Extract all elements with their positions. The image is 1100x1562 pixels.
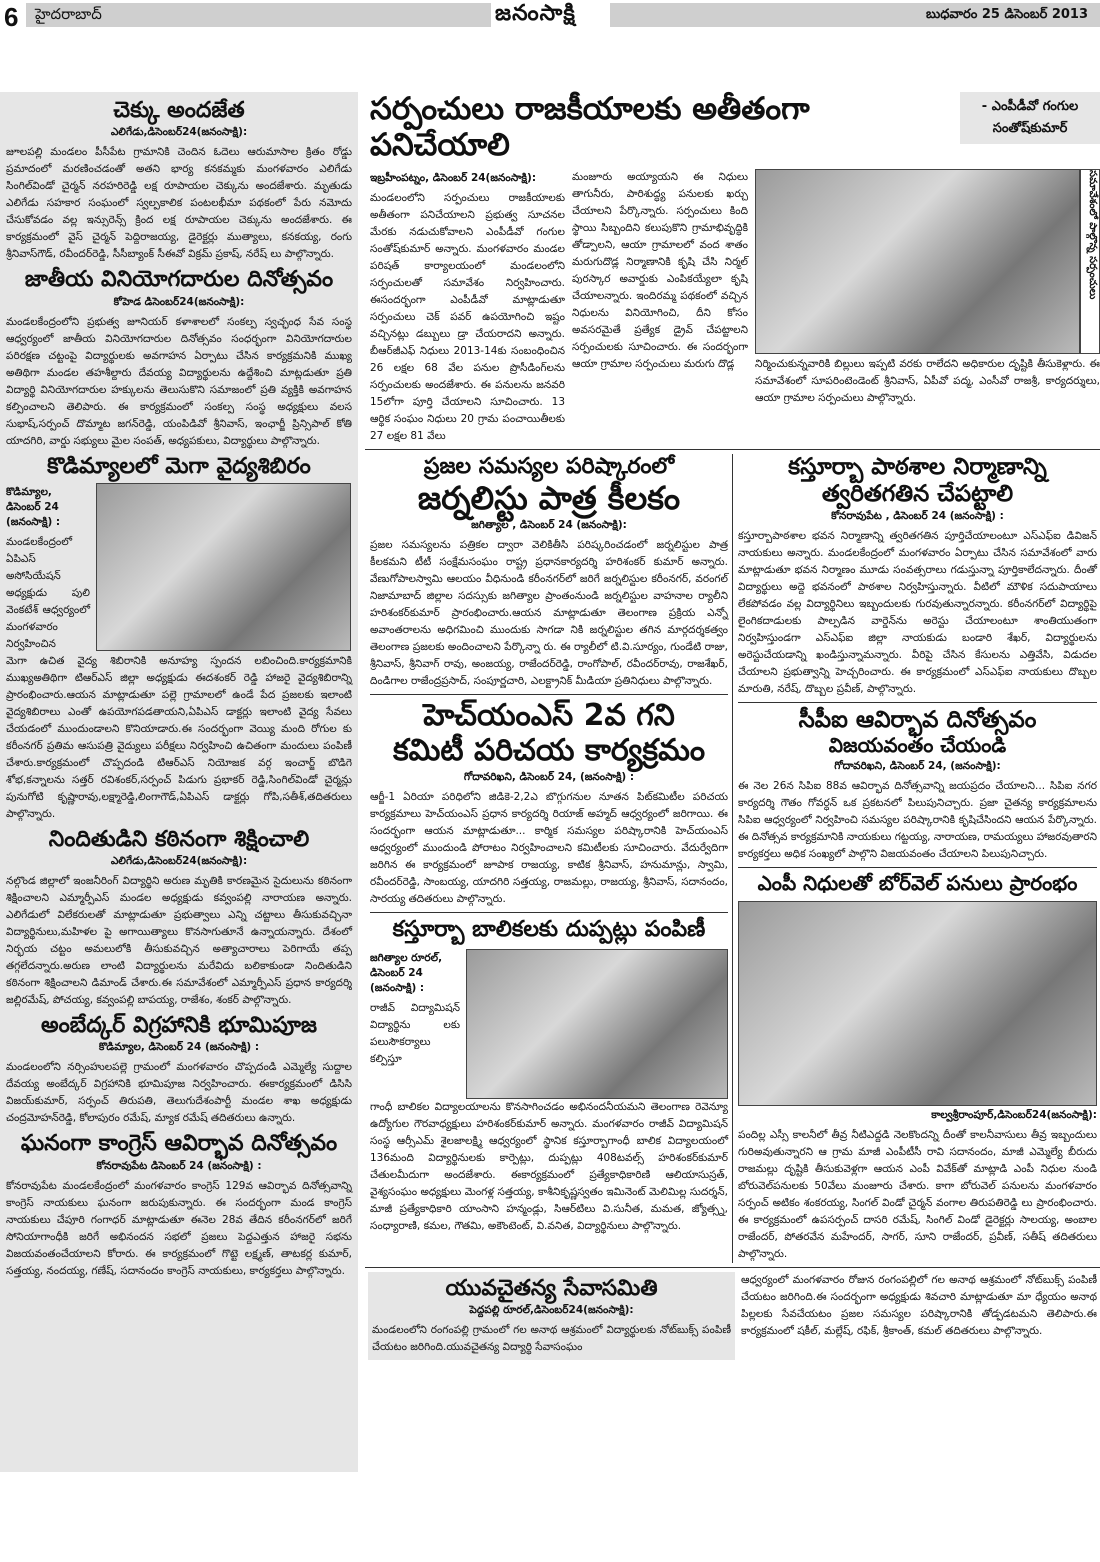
dateline: కోనరావుపేట , డిసెంబర్ 24 (జనంసాక్షి) :: [831, 510, 1004, 523]
dateline: ఇబ్రహీంపట్నం, డిసెంబర్ 24(జనంసాక్షి):: [370, 172, 537, 185]
headline: చెక్కు అందజేత: [113, 98, 245, 123]
headline-line2: విజయవంతం చేయండి: [828, 732, 1007, 757]
article-body-side: రాజీవ్ విద్యామిషన్ విద్యార్థిను లకు పలుసౌకర్యాలు కల్పిస్తూ: [370, 1001, 460, 1065]
masthead-logo: జనంసాక్షి: [495, 1, 576, 26]
article-punish-accused: [6, 827, 352, 1009]
dateline: కోహెడ డిసెంబర్24(జనంసాక్షి):: [113, 295, 245, 308]
dateline: కోనరావుపేట డిసెంబర్ 24 (జనంసాక్షి) :: [96, 1159, 262, 1172]
article-body: గాంధీ బాలికల విద్యాలయాలను కొనసాగించడం అభినందనీయమని తెలంగాణ రెవెన్యూ ఉద్యోగుల గౌరవాధ్యక్షులు హరిశంకర్‌కుమార్ అన్నారు. మంగళవారం రాజీవ్ విద్యామిషన్ సంస్థ ఆర్సీఎమ్ శైలజాలక్ష్మి ఆధ్వర్యంలో స్థానిక కస్తూర్బాగాంధీ బాలిక విద్యాలయంలో 136మంది విద్యార్థినులకు కార్పెట్లు, దుప్పట్లు 408టవల్స్ హరిశంకర్‌కుమార్ చేతులమీదుగా అందజేశారు. ఈకార్యక్రమంలో ప్రత్యేకాధికారిణి ఆలియాసుస్రత్, వైశ్యసంఘం అధ్యక్షులు మెంగళ్ల సత్తయ్య, కాశీనికృష్ణస్వతం ఇమినెంట్ మెలిమిల్ల సుదర్శన్, మాజీ ప్రత్యేకాధికారి యాంసాని హన్మండ్లు, సిఆర్‌టిలు వి.సునీత, మమత, జ్యోత్స్న, సంధ్యారాణి, కమల, గౌతమి, అకౌంటెంట్, వి.వనిత, విద్యార్థినులు పాల్గొన్నారు.: [370, 1100, 728, 1232]
headline: జర్నలిస్టు పాత్ర కీలకం: [417, 478, 681, 517]
lead-photo: [755, 169, 1080, 354]
lead-col-3: నిర్మించుకున్నవారికి బిల్లులు ఇప్పటి వరకు రాలేదని అధికారుల దృష్టికి తీసుకెళ్లారు. ఈ సమావేశంలో సూపరింటెండెంట్ శ్రీనివాస్, ఏపీవో పద్మ, ఎంసీవో రాజశ్రీ, కార్యదర్శులు, ఆయా గ్రామాల సర్పంచులు పాల్గొన్నారు.: [755, 358, 1100, 405]
article-body-continued: ఆధ్వర్యంలో మంగళవారం రోజున రంగంపల్లిలో గల అనాథ ఆశ్రమంలో నోట్‌బుక్స్ పంపిణీ చేయటం జరిగింది.ఈ సందర్భంగా అధ్యక్షుడు శివచారి మాట్లాడుతూ మా ధ్యేయం అనాథ పిల్లలకు సేవచేయటం ప్రజల సమస్యల పరిష్కారానికి తోడ్పడటమని తెలిపారు.ఈ కార్యక్రమంలో షకీల్, మల్లేష్, రఫిక్, శ్రీకాంత్, కమల్ తదితరులు పాల్గొన్నారు.: [741, 1273, 1097, 1337]
headline-line2: కమిటీ పరిచయ కార్యక్రమం: [392, 732, 706, 768]
lead-col-3-block: [755, 169, 1100, 445]
article-body: ఈ నెల 26న సిపిఐ 88వ ఆవిర్భావ దినోత్సవాన్ని జయప్రదం చేయాలని... సిపిఐ నగర కార్యదర్శి గౌతం గోవర్ధన్ ఒక ప్రకటనలో పిలుపునిచ్చారు. ప్రజా చైతన్య కార్యక్రమాలను సిపిఐ ఆధ్వర్యంలో నిర్వహించి సమస్యల పరిష్కారానికి కృషిచేసిందని ఆయన పేర్కొన్నారు. ఈ దినోత్సవ కార్యక్రమానికి నాయకులు గట్టయ్య, నారాయణ, రామయ్యలు హాజరవుతారని కార్యకర్తలు అధిక సంఖ్యలో పాల్గొని విజయవంతం చేయాలని పిలుపునిచ్చారు.: [738, 779, 1097, 860]
article-body: నల్గొండ జిల్లాలో ఇంజనీరింగ్ విద్యార్థిని అరుణ మృతికి కారణమైన సైదులును కఠినంగా శిక్షించాలని ఎమ్మార్పీఎస్ మండల అధ్యక్షుడు కవ్వంపల్లి నారాయణ అన్నారు. ఎలిగేడులో విలేకరులతో మాట్లాడుతూ ప్రభుత్వాలు ఎన్ని చట్టాలు తీసుకువచ్చినా విద్యార్థినులు,మహిళల పై అగాయిత్యాలు కొనసాగుతూనే ఉన్నాయన్నారు. దేశంలో నిర్భయ చట్టం అమలులోకి తీసుకువచ్చిన అత్యాచారాలు పెరిగాయే తప్ప తగ్గలేదన్నారు.అరుణ లాంటి విద్యార్థులను మరేవిదు బలికాకుండా నిందితుడిని కఠినంగా శిక్షించాలని డిమాండ్ చేశారు.ఈ సమావేశంలో ఎమ్మార్పీఎస్ ప్రధాన కార్యదర్శి జల్లిరమేష్, పోచయ్య, కవ్వంపల్లి బాపయ్య, రాజేశం, శంకర్ పాల్గొన్నారు.: [6, 875, 352, 1007]
section-city: హైదరాబాద్: [35, 5, 102, 23]
article-body: మండలంలోని సర్పంచులు రాజకీయాలకు అతీతంగా పనిచేయాలని ప్రభుత్వ సూచనల మేరకు నడుచుకోవాలని ఎంపీడీవో గంగుల సంతోష్‌కుమార్ అన్నారు. మంగళవారం మండల పరిషత్ కార్యాలయంలో మండలంలోని సర్పంచులతో సమావేశం నిర్వహించారు. ఈసందర్భంగా ఎంపీడీవో మాట్లాడుతూ సర్పంచులు చెక్ పవర్ ఉపయోగించి ఇష్టం వచ్చినట్లు డబ్బులు డ్రా చేయరాదని అన్నారు. బీఆర్‌జీఎఫ్ నిధులు 2013-14కు సంబంధించిన 26 లక్షల 68 వేల పనుల ప్రొసీడింగ్‌లను సర్పంచులకు అందజేశారు. ఈ పనులను జనవరి 15లోగా పూర్తి చేయాలని సూచించారు. 13 ఆర్థిక సంఘం నిధులు 20 గ్రామ పంచాయితీలకు 27 లక్షల 81 వేలు: [370, 192, 565, 443]
page-header: [0, 0, 1100, 30]
lead-byline-box: [960, 92, 1100, 144]
left-column: [0, 92, 358, 1472]
headline: సీపీఐ ఆవిర్భావ దినోత్సవం: [798, 707, 1037, 734]
medical-camp-photo: [96, 483, 351, 651]
article-body: మండలంలోని రంగంపల్లి గ్రామంలో గల అనాథ ఆశ్రమంలో విద్యార్థులకు నోట్‌బుక్స్ పంపిణీ చేయటం జరిగింది.యువచైతన్య విద్యార్థి సేవాసంఘం: [372, 1323, 731, 1353]
divider: [365, 1267, 1100, 1268]
dateline: కాల్వశ్రీరాంపూర్,డిసెంబర్24(జనంసాక్షి):: [931, 1108, 1097, 1121]
article-body: జూలపల్లి మండలం పీసీపేట గ్రామానికి చెందిన ఓదెలు ఆరుమాసాల క్రితం రోడ్డు ప్రమాదంలో మరణించడంతో అతని భార్య కనకమ్మకు మంగళవారం ఎలిగేడు సింగిల్‌విండో చైర్మన్ నరహరిరెడ్డి లక్ష రూపాయల చెక్కును అందజేశారు. మృతుడు ఎలిగేడు సహకార సంఘంలో స్వల్పకాలిక పంటలభీమా పథకంలో పేరు నమోదు చేసుకోవడం వల్ల ఇన్సురెన్స్ క్రింద లక్ష రూపాయల చెక్కును అందజేశారు. ఈ కార్యక్రమంలో వైస్ చైర్మన్ పెద్దిరాజయ్య, డైరెక్టర్లు ముత్యాలు, కనకయ్య, రంగు శ్రీనివాస్‌గౌడ్, రవీందర్‌రెడ్డి, సీసీబ్యాంక్ సీఈవో విక్రమ్ ప్రకాష్, నరేష్ లు పాల్గొన్నారు.: [6, 146, 352, 261]
article-body: ప్రజల సమస్యలను పత్రికల ద్వారా వెలికితీసి పరిష్కరించడంలో జర్నలిస్టుల పాత్ర కీలకమని టీటీ సంక్షేమసంఘం రాష్ట్ర ప్రధానకార్యదర్శి హరిశంకర్ కుమార్ అన్నారు. వేణుగోపాలస్వామి ఆలయం వీధినుండి కరీంనగర్‌లో జరిగే జర్నలిస్టుల కరీంనగర్, వరంగల్ నిజామాబాద్ జిల్లాల సదస్సుకు జగిత్యాల ప్రాంతంనుండి జర్నలిస్టుల వాహనాల ర్యాలీని హరిశంకర్‌కుమార్ ప్రారంభించారు.ఆయన మాట్లాడుతూ తెలంగాణ ప్రక్రియ ఎన్నో అవాంతరాలను అధిగమించి ముందుకు సాగడా నికి జర్నలిస్టుల తగిన మార్గదర్శకత్వం తెలంగాణ ప్రజలకు అందించాలని పేర్కొన్నా రు. ఈ ర్యాలీలో టి.వి.సూర్యం, గుండేటి రాజు, శ్రీనివాస్, శ్రీనివాగ్ రావు, అంజయ్య, రాజేందర్‌రెడ్డి, రాంగోపాల్, రవీందర్‌రావు, రాజశేఖర్, దిండిగాల రాజేంద్రప్రసాద్, సంపూర్ణచారి, ఎలక్ట్రానిక్ మీడియా ప్రతినిధులు పాల్గొన్నారు.: [370, 539, 728, 688]
article-body-side: మండలకేంద్రంలో ఏపిఎస్ అసోసియేషన్ అధ్యక్షుడు పులి వెంకటేశ్ ఆధ్వర్యంలో మంగళవారం నిర్వహించిన: [6, 535, 90, 650]
article-body: మండలంలోని నర్సింహులపల్లె గ్రామంలో మంగళవారం చొప్పదండి ఎమ్మెల్యే సుద్దాల దేవయ్య అంబేద్కర్ విగ్రహానికి భూమిపూజ నిర్వహించారు. ఈకార్యక్రమంలో డిసిసి విజయ్‌కుమార్, సర్పంచ్ తిరుపతి, తెలుగుదేశంపార్టీ మండల శాఖ అధ్యక్షుడు చంద్రమోహన్‌రెడ్డి, కోలాపురం రమేష్, మ్యాక రమేష్ తదితరులు ఉన్నారు.: [6, 1061, 352, 1125]
byline-name: సంతోష్‌కుమార్: [992, 121, 1068, 136]
article-congress-day: [6, 1131, 352, 1279]
byline: - ఎంపీడీవో గంగుల: [981, 99, 1079, 114]
article-body: మెగా ఉచిత వైద్య శిబిరానికి అనూహ్య స్పందన లబించింది.కార్యక్రమానికి ముఖ్యఅతిథిగా టిఆర్ఎస్ జిల్లా అధ్యక్షుడు ఈదశంకర్ రెడ్డి హాజరై వైద్యశిబిరాన్ని ప్రారంభించారు.ఆయన మాట్లాడుతూ పల్లె గ్రామాలలో ఉండే పేద ప్రజలకు ఇలాంటి వైద్యశిబిరాలు ఎంతో ఉపయోగపడతాయని,ఏపిఎస్ డాక్టర్లు ఇలాంటి వైద్య సేవలు చేయడంలో ముందుండాలని కొనియాడారు.ఈ సందర్భంగా వెయ్యి మంది రోగుల కు కరీంనగర్ ప్రతిమ ఆసుపత్రి వైద్యులు పరీక్షలు నిర్వహించి ఉచితంగా మందులు పంపిణీ చేశారు.కార్యక్రమంలో చొప్పదండి టిఆర్ఎస్ నియోజక వర్గ ఇంచార్జ్ బొడిగె శోభ,కన్నాలను సత్తర్ రవిశంకర్,సర్పంచ్ పిడుగు ప్రభాకర్ రెడ్డి,సింగిల్‌విండో చైర్మన్లు పునుగోటి కృష్ణారావు,లక్ష్మారెడ్డి,లింగాగౌడ్,ఏపిఎస్ డాక్టర్లు గోపి,సతీశ్,తదితరులు పాల్గొన్నారు.: [6, 654, 352, 820]
headline: కస్తూర్బా పాఠశాల నిర్మాణాన్ని: [788, 454, 1047, 481]
borewell-photo: [738, 901, 1097, 1106]
divider: [365, 449, 1100, 450]
headline: ఎంపీ నిధులతో బోర్‌వెల్ పనులు ప్రారంభం: [757, 870, 1078, 895]
headline: నిందితుడిని కఠినంగా శిక్షించాలి: [48, 826, 310, 852]
dateline: ఎలిగేడు,డిసెంబర్24(జనంసాక్షి):: [110, 126, 248, 139]
photo-caption: సమావేశంలో పాల్గొన్న సర్పంచులు: [1080, 169, 1100, 354]
kicker: ప్రజల సమస్యల పరిష్కారంలో: [423, 454, 675, 480]
article-consumer-day: [6, 267, 352, 449]
lead-col-2: మంజూరు అయ్యాయని ఈ నిధులు తాగునీరు, పారిశుద్ధ్య పనులకు ఖర్చు చేయాలని పేర్కొన్నారు. సర్పంచులు కింది స్థాయి సిబ్బందిని కలుపుకొని గ్రామాభివృద్ధికి తోడ్పాలని, ఆయా గ్రామాలలో వంద శాతం మరుగుదొడ్ల నిర్మాణానికి కృషి చేసి నిర్మల్ పురస్కార అవార్డుకు ఎంపికయ్యేలా కృషి చేయాలన్నారు. ఇందిరమ్మ పథకంలో వచ్చిన నిధులను వినియోగించి, దీని కోసం అవసరమైతే ప్రత్యేక డ్రైవ్ చేపట్టాలని సర్పంచులకు సూచించారు. ఈ సందర్భంగా ఆయా గ్రామాల సర్పంచులు మరుగు దొడ్ల: [572, 171, 748, 371]
lead-col-1: [370, 169, 565, 445]
article-medical-camp: [6, 454, 352, 823]
article-body: ఆర్జీ-1 ఏరియా పరిధిలోని జిడికె-2,2ఎ బొగ్గుగనుల నూతన పిట్‌కమిటీల పరిచయ కార్యక్రమాలు హెచ్‌యంఎస్ ప్రధాన కార్యదర్శి రియాజ్ అహ్మద్ ఆధ్వర్యంలో జరిగాయి. ఈ సందర్భంగా ఆయన మాట్లాడుతూ... కార్మిక సమస్యల పరిష్కారానికి హెచ్‌యంఎస్ ఆధ్వర్యంలో ముందుండి పోరాటం నిర్వహించాలని కమిటీలకు సూచించారు. వేదుర్వేదిగా జరిగిన ఈ కార్యక్రమంలో జూపాక రాజయ్య, కాటిక శ్రీనివాస్, హనుమాన్లు, స్వామి, రవీందర్‌రెడ్డి, సాంబయ్య, యాదగిరి సత్తయ్య, రాజమల్లు, రాజయ్య, శ్రీనివాస్, సదానందం, సారయ్య తదితరులు పాల్గొన్నారు.: [370, 791, 728, 906]
issue-date: బుధవారం 25 డిసెంబర్ 2013: [926, 7, 1088, 22]
right-column: [733, 454, 1100, 1262]
dateline: గోదావరిఖని, డిసెంబర్ 24, (జనంసాక్షి):: [834, 759, 1001, 772]
headline-line2: త్వరితగతిన చేపట్టాలి: [821, 480, 1014, 507]
article-cheque: [6, 98, 352, 263]
headline: కొడిమ్యాలలో మెగా వైద్యశిబిరం: [47, 453, 311, 479]
article-body: కస్తూర్బాపాఠశాల భవన నిర్మాణాన్ని త్వరితగతిన పూర్తిచేయాలంటూ ఎస్ఎఫ్ఐ డివిజన్ నాయకులు అన్నారు. మండలకేంద్రంలో మంగళవారం ఏర్పాటు చేసిన సమావేశంలో వారు మాట్లాడుతూ భవన నిర్మాణం మూడు సంవత్సరాలు గడుస్తున్నా పూర్తికాలేదన్నారు. దీంతో విద్యార్థులు అద్దె భవనంలో పాఠశాల నిర్వహిస్తున్నారు. వీటిలో మౌళిక సదుపాయాలు లేకపోవడం వల్ల విద్యార్థినిలు ఇబ్బందులకు గురవుతున్నారన్నారు. కరీంనగర్‌లో విద్యార్థిపై లైంగికదాడులకు పాల్పడిన వార్డెన్‌ను అరెస్టు చేయాలంటూ శాంతియుతంగా నిర్వహిస్తుండగా ఎస్ఎఫ్ఐ జిల్లా నాయకుడు బండారి శేఖర్, విద్యార్థులను అరెస్టుచేయడాన్ని ఖండిస్తున్నామన్నారు. వీరిపై చేసిన కేసులను ఎత్తివేసి, విడుదల చేయాలని ప్రభుత్వాన్ని హెచ్చరించారు. ఈ కార్యక్రమంలో ఎస్ఎఫ్ఐ నాయకులు దొబ్బల మారుతి, నరేష్, దొబ్బల ప్రవీణ్, పాల్గొన్నారు.: [738, 530, 1097, 696]
article-ambedkar-statue: [6, 1013, 352, 1127]
middle-column: [365, 454, 732, 1262]
main-area: [365, 92, 1100, 1360]
dateline: జగిత్యాల రూరల్, డిసెంబర్ 24 (జనంసాక్షి) :: [370, 951, 443, 994]
headline: యువచైతన్య సేవాసమితి: [445, 1275, 658, 1301]
lead-headline: సర్పంచులు రాజకీయాలకు అతీతంగా పనిచేయాలి: [370, 91, 810, 163]
dateline: కొడిమ్యాల, డిసెంబర్ 24 (జనంసాక్షి) :: [98, 1041, 260, 1054]
headline: జాతీయ వినియోగదారుల దినోత్సవం: [24, 267, 334, 293]
article-youth-samithi: [368, 1272, 735, 1360]
page-number: 6: [4, 2, 19, 32]
dateline: ఎలిగేడు,డిసెంబర్24(జనంసాక్షి):: [110, 855, 248, 868]
headline: ఘనంగా కాంగ్రెస్ ఆవిర్భావ దినోత్సవం: [20, 1131, 338, 1157]
headline: అంబేద్కర్ విగ్రహానికి భూమిపూజ: [41, 1013, 317, 1039]
headline: కస్తూర్బా బాలికలకు దుప్పట్లు పంపిణీ: [392, 917, 706, 943]
dateline: కొడిమ్యాల, డిసెంబర్ 24 (జనంసాక్షి) :: [6, 485, 61, 528]
article-body: మండలకేంద్రంలోని ప్రభుత్వ జూనియర్ కళాశాలలో సంకల్ప స్వచ్ఛంధ సేవ సంస్థ ఆధ్వర్యంలో జాతీయ వినియోగదారుల దినోత్సవం సంధర్భంగా వినియోగదారుల పరిరక్షణ చట్టంపై విద్యార్థులకు అవగాహన ఏర్పాటు చేసిన కార్యక్రమనికి ముఖ్య అతిథిగా మండల తహశీల్దారు దేవయ్య విద్యార్థులను ఉద్దేశించి మాట్లడుతూ ప్రతి విద్యార్థి వినియోగదారుల హక్కులను తెలుసుకొని సమాజంలో ప్రతి వ్యక్తికి అవగాహన కల్పించాలని తెలిపారు. ఈ కార్యక్రమంలో సంకల్ప సంస్థ అధ్యక్షులు వలస సుభాష్,సర్పంచ్ దొమ్మాట జగన్‌రెడ్డి, యంపిడివో శ్రీనివాస్, ఇంఛార్జీ ప్రిన్సిపాల్ కోతి యాదగిరి, వార్డు సభ్యులు మైల సంపత్, అధ్యపకులు, విద్యార్థులు పాల్గొన్నారు.: [6, 315, 352, 447]
dateline: పెద్దపల్లి రూరల్,డిసెంబర్24(జనంసాక్షి):: [469, 1303, 634, 1316]
article-body: పందిల్ల ఎస్సీ కాలనీలో తీవ్ర నీటిఎద్దడి నెలకొందన్ని దీంతో కాలనీవాసులు తీవ్ర ఇబ్బందులు గురిఅవుతున్నారని ఆ గ్రామ మాజీ ఎంపీటీసీ రావి సదానందం, మాజీ ఎమ్మెల్యే బీరుదు రాజమల్లు దృష్టికి తీసుకువెళ్లగా ఆయన ఎంపీ వివేక్‌తో మాట్లాడి ఎంపీ నిధుల నుండి బోరువెల్‌పనులకు 50వేలు మంజూరు చేశారు. కాగా బోరువెల్ పనులను మంగళవారం సర్పంచ్ అటికం శంకరయ్య, సింగల్ విండో చైర్మన్ వంగాల తిరుపతిరెడ్డి లు ప్రారంభించారు. ఈ కార్యక్రమంలో ఉపసర్పంచ్ దాసరి రమేష్, సింగిల్ విండో డైరెక్టర్లు సాలయ్య, అంబాల రాజేందర్, పోతరవేన మహేందర్, సాగర్, సూని రాజేందర్, ప్రవీణ్, సతీష్ తదితరులు పాల్గొన్నారు.: [738, 1128, 1097, 1260]
article-body: కోనరావుపేట మండలకేంద్రంలో మంగళవారం కాంగ్రెస్ 129వ ఆవిర్భావ దినోత్సవాన్ని కాంగ్రెస్ నాయకులు ఘనంగా జరుపుకున్నారు. ఈ సందర్భంగా మండ కాంగ్రెస్ నాయకులు చేపూరి గంగాధర్ మాట్లాడుతూ ఈనెల 28వ తేదిన కరీంనగర్‌లో జరిగే సోనియాగాంధీకి జరిగే అభినందన సభలో ప్రజలు పెద్దఎత్తున హాజరై సభను విజయవంతంచేయాలని కోరారు. ఈ కార్యక్రమంలో గొట్టె లక్ష్మణ్, తాటకర్ల కుమార్, సత్తయ్య, నందయ్య, గణేష్, సదానందం కాంగ్రెస్ నాయకులు, కార్యకర్తలు పాల్గొన్నారు.: [6, 1179, 352, 1277]
dateline: జగిత్యాల , డిసెంబర్ 24 (జనంసాక్షి):: [471, 519, 627, 532]
blanket-distribution-photo: [466, 949, 728, 1099]
dateline: గోదావరిఖని, డిసెంబర్ 24, (జనంసాక్షి) :: [463, 771, 635, 784]
headline: హెచ్‌యంఎస్ 2వ గని: [423, 698, 675, 734]
lead-article: [365, 92, 1100, 445]
